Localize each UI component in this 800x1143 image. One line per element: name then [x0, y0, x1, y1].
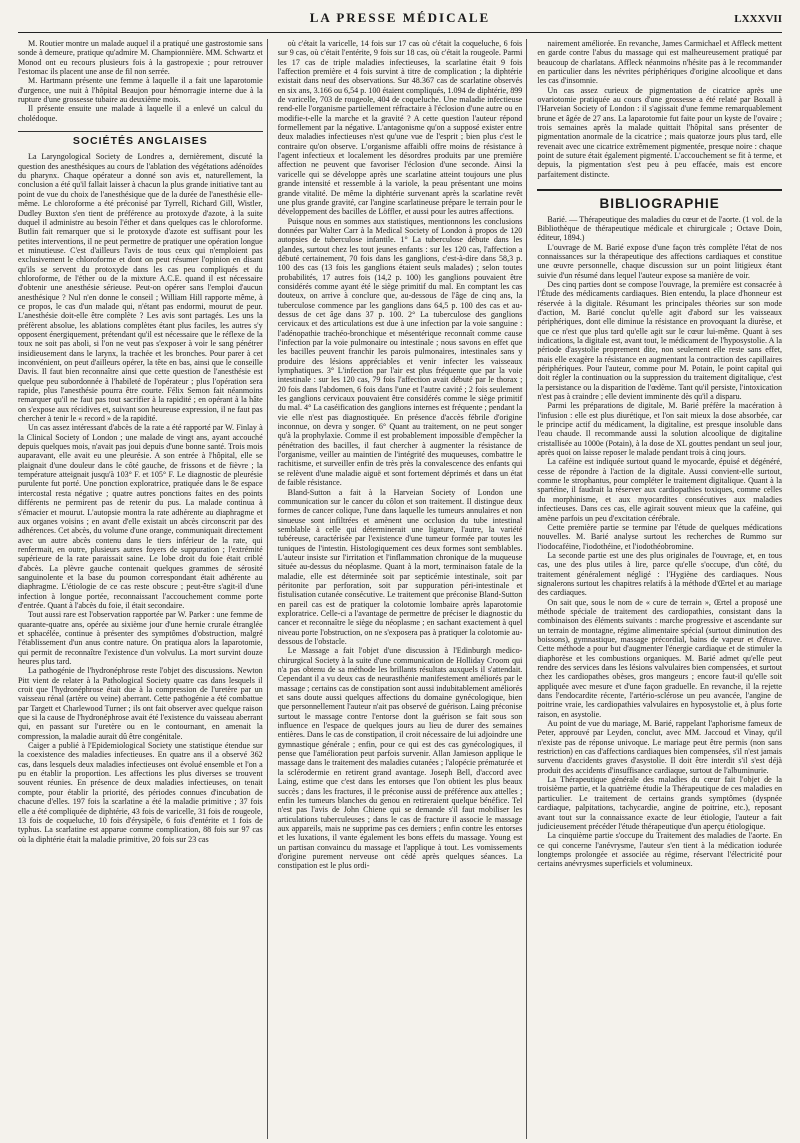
paragraph: La Thérapeutique générale des maladies du cœur fait l'objet de la troisième partie, et la quatrième étudie la Thérapeutique de ces maladies en particulier. Le traitement de certains grands symptômes (dyspnée cardiaque, palpitations, tachycardie, angine de poitrine, etc.), reposant avant tout sur la connaissance exacte de leur étiologie, l'auteur a fait judicieusement précéder l'étude thérapeutique d'un aperçu étiologique. — [537, 775, 782, 831]
paragraph: Puisque nous en sommes aux statistiques, mentionnons les conclusions données par Walter Carr à la Medical Society of London à propos de 120 autopsies de tuberculose infantile. 1° La tuberculose débute dans les glandes, surtout chez les tout jeunes enfants : sur les 120 cas, l'affection a débuté certainement, 70 fois dans les ganglions, c'est-à-dire dans 58,3 p. 100 des cas (13 fois les ganglions étaient seuls malades) ; selon toutes probabilités, 17 autres fois (14,2 p. 100) les ganglions pouvaient être considérés comme ayant été le siège primitif du mal. En comptant les cas douteux, on arrive à conclure que, au-dessous de l'âge de cinq ans, la tuberculose commence par les ganglions dans 64,5 p. 100 des cas et au-dessus de cet âge dans 37 p. 100. 2° La tuberculose des ganglions cervicaux et des articulations est due à une infection par la voie sanguine : l'adénopathie trachéo-bronchique et mésentérique reconnaît comme cause l'infection par la voie pulmonaire ou intestinale ; nous savons en effet que les bacilles peuvent franchir les parois pulmonaires, intestinales sans y produire des lésions appréciables et venir infecter les vaisseaux lymphatiques. 3° L'infection par l'air est plus fréquente que par la voie intestinale : sur les 120 cas, 79 fois l'affection avait débuté par le thorax ; 20 fois dans l'abdomen, 6 fois dans l'une et l'autre cavité ; 2 fois seulement les ganglions cervicaux pouvaient être considérés comme le siège primitif du mal. 4° La caséification des ganglions internes est fréquente ; pendant la vie elle n'est pas diagnostiquée. En présence d'accès fébrile d'origine inconnue, on devra y songer. 6° Quant au traitement, on ne peut songer qu'à la prophylaxie. Comme il est probablement impossible d'empêcher la pénétration des bacilles, il faut chercher à augmenter la résistance de l'organisme, veiller au maintien de l'intégrité des muqueuses, combattre le rachitisme, et surveiller enfin de très près la convalescence des enfants qui se relèvent d'une maladie aiguë et sont fortement déprimés et dans un état de faible résistance. — [277, 216, 523, 488]
text-columns — [18, 39, 782, 1139]
paragraph: La cinquième partie s'occupe du Traitement des maladies de l'aorte. En ce qui concerne l'anévrysme, l'auteur s'en tient à la médication iodurée longtemps prolongée et associée au régime, réservant l'électricité pour certains anévrysmes superficiels et volumineux. — [537, 831, 782, 869]
column-2 — [278, 39, 528, 1139]
paragraph: Bland-Sutton a fait à la Harveian Society of London une communication sur le cancer du côlon et son traitement. Il distingue deux formes de cancer colique, l'une dans laquelle les tumeurs annulaires et non sinueuse sont infiltrées et amènent une occlusion du tube intestinal semblable à celle qui déterminerait une ligature, l'autre, la variété tubéreuse, caractérisée par l'existence d'une tumeur formée par toutes les tuniques de l'intestin. Histologiquement ces deux formes sont semblables. L'auteur insiste sur l'irritation et l'inflammation chronique de la muqueuse située au-dessus du néoplasme. Quant à la mort, terminaison fatale de la maladie, elle est déterminée soit par septicémie intestinale, soit par péritonite par perforation, soit par suppuration péri-intestinale et fistulisation cutanée consécutive. Le traitement que préconise Bland-Sutton en pareil cas est de pratiquer la colotomie lombaire après laparotomie exploratrice. Celle-ci a l'avantage de permettre de préciser le diagnostic du cancer et reconnaître le siège du néoplasme ; en sachant exactement à quel niveau porte l'obstruction, on ne s'exposera pas à pratiquer la colotomie au-dessous de l'obstacle. — [277, 487, 523, 646]
paragraph: La caféine est indiquée surtout quand le myocarde, épuisé et dégénéré, cesse de répondre à l'action de la digitale. Aussi convient-elle surtout, comme le strophantus, pour compléter le traitement digitalique. Quant à la spartéine, il faudrait la réserver aux cardiopathies toxiques, comme celles du morphinisme, et aux myocardites consécutives aux maladies infectieuses. Dans ces cas, elle agirait souvent mieux que la caféine, qui amène parfois un peu d'excitation cérébrale. — [537, 457, 782, 523]
paragraph: Un cas assez curieux de pigmentation de cicatrice après une ovariotomie pratiquée au cours d'une grossesse a été relaté par Boxall à l'Harveian Society of London : il s'agissait d'une femme remarquablement brune et âgée de 27 ans. La laparotomie fut faite pour un kyste de l'ovaire ; trois semaines après la malade quittait l'hôpital sans présenter de pigmentation anormale de la cicatrice ; mais quatorze jours plus tard, elle revenait avec une cicatrice extrêmement pigmentée, presque noire : chaque point de suture était également pigmenté. L'accouchement se fit à terme, et depuis, la pigmentation s'est peu à peu effacée, mais est encore parfaitement distincte. — [537, 85, 782, 179]
paragraph: Barié. — Thérapeutique des maladies du cœur et de l'aorte. (1 vol. de la Bibliothèque de thérapeutique médicale et chirurgicale ; Octave Doin, éditeur, 1894.) — [537, 214, 782, 243]
paragraph: M. Routier montre un malade auquel il a pratiqué une gastrostomie sans sonde à demeure, pratique qu'admire M. Championnière. MM. Schwartz et Monod ont eu recours plusieurs fois à la gastropexie ; pour retrouver l'estomac ils placent une anse de fil non serrée. — [18, 39, 263, 77]
column-1 — [18, 39, 268, 1139]
paragraph: Cette première partie se termine par l'étude de quelques médications nouvelles. M. Barié analyse surtout les recherches de Rummo sur l'iodocaféine, l'iodothéine, et l'iodothéobromine. — [537, 522, 782, 551]
section-heading-bibliographie: BIBLIOGRAPHIE — [537, 189, 782, 208]
paragraph: La pathogénie de l'hydronéphrose reste l'objet des discussions. Newton Pitt vient de relater à la Pathological Society quatre cas dans lesquels il croit que l'hydronéphrose était due à la compression de l'uretère par un vaisseau rénal (artère ou veine) aberrant. Cette pathogénie a été combattue par Targett et Charlewood Turner ; ils ont fait observer avec quelque raison que si la cause de l'hydronéphrose avait été l'existence du vaisseau aberrant qui, en passant sur l'uretère ou en le contournant, en amenait la compression, la maladie aurait dû être congénitale. — [18, 666, 263, 741]
paragraph: On sait que, sous le nom de « cure de terrain », Œrtel a proposé une méthode spéciale de traitement des cardiopathies, consistant dans la combinaison des éléments suivants : marche progressive et ascendante sur un terrain de montagne, régime alimentaire spécial (surtout diminution des boissons), gymnastique, massage précordial, bains de vapeur et d'étuve. Cette méthode a pour but d'augmenter l'énergie cardiaque et de stimuler la diaphorèse et les combustions organiques. M. Barié admet qu'elle peut rendre des services dans les lésions valvulaires bien compensées, et surtout chez les cardiopathes obèses, gros mangeurs ; encore faut-il qu'elle soit appliquée avec mesure et d'une façon graduelle. En revanche, il la rejette dans l'endocardite récente, l'artério-sclérose un peu avancée, l'angine de poitrine vraie, les cardiopathies valvulaires en hyposystolie et, à plus forte raison, en asystolie. — [537, 597, 782, 719]
paragraph: L'ouvrage de M. Barié expose d'une façon très complète l'état de nos connaissances sur la thérapeutique des affections cardiaques et constitue une œuvre personnelle, chaque discussion sur un point litigieux étant suivie d'un résumé dans lequel l'auteur expose sa manière de voir. — [537, 242, 782, 280]
paragraph: La Laryngological Society de Londres a, dernièrement, discuté la question des anesthésiques au cours de l'ablation des végétations adénoïdes du pharynx. Chaque opérateur a donné son avis et, naturellement, la conclusion a été qu'il fallait laisser à chacun la plus grande initiative tant au point de vue du choix de l'anesthésique que de la durée de l'anesthésie elle-même. Le chloroforme a été préconisé par Tyrrell, Richard Gill, Wistler, Dudley Buxton s'en tient de préférence au protoxyde d'azote, à la suite duquel il administre au besoin l'éther et dans quelques cas le chloroforme. Butlin fait remarquer que si le protoxyde d'azote est suffisant pour les petites interventions, il ne peut permettre de pratiquer une opération longue et minutieuse. C'est d'ailleurs l'avis de tous ceux qui n'emploient pas exclusivement le chloroforme et dont on peut résumer l'opinion en disant qu'ils se servent du protoxyde dans les cas peu compliqués et du chloroforme, de l'éther ou de la mixture A.C.E. quand il est nécessaire d'obtenir une anesthésie sérieuse. Peut-on opérer sans l'emploi d'aucun anesthésique ? Nul n'en donne le conseil ; William Hill rapporte même, à ce propos, le cas d'un malade qui, n'étant pas endormi, mourut de peur. L'anesthésie doit-elle être complète ? Les avis sont partagés. Les uns la préfèrent absolue, les ablations complètes étant plus faciles, les autres s'y opposent énergiquement, prétendant qu'il est nécessaire que le réflexe de la toux ne soit pas aboli, si l'on ne veut pas s'exposer à voir le sang pénétrer insidieusement dans le larynx, la trachée et les bronches. Pour parer à cet inconvénient, on peut d'ailleurs opérer, la tête en bas, ainsi que le conseille Davis. Il faut bien reconnaître ainsi que cette question de l'anesthésie est quelque peu subordonnée à l'habileté de l'opérateur ; plus l'opération sera rapide, plus l'anesthésie pourra être courte. Félix Semon fait néanmoins remarquer qu'il ne faut pas tout sacrifier à la rapidité ; en opérant à la hâte on s'expose aux récidives et, suivant son heureuse expression, il ne faut pas chercher à tenir le « record » de la rapidité. — [18, 152, 263, 424]
paragraph: Caiger a publié à l'Epidemiological Society une statistique étendue sur la coexistence des maladies infectieuses. En quatre ans il a observé 362 cas, dans lesquels deux maladies infectieuses ont évolué ensemble et l'on a pu en établir la proportion. Les affections les plus diverses se trouvent souvent réunies. En présence de deux maladies infectieuses, on tenait compte, pour établir la priorité, des périodes connues d'incubation de chacune d'elles. 197 fois la scarlatine a été la maladie primitive ; 37 fois elle a été compliquée de diphtérie, 43 fois de varicelle, 31 fois de rougeole, 13 fois de coqueluche, 10 fois d'érysipèle, 6 fois d'entérite et 1 fois de typhus. La scarlatine est apparue comme complication, 88 fois sur 97 cas où la diphtérie était la maladie primitive, 20 fois sur 23 cas — [18, 741, 263, 844]
running-head — [18, 10, 782, 33]
paragraph: Des cinq parties dont se compose l'ouvrage, la première est consacrée à l'Étude des médicaments cardiaques. Bien entendu, la place d'honneur est réservée à la digitale. Résumant les principales théories sur son mode d'action, M. Barié conclut qu'elle agit d'abord sur les vaisseaux périphériques, dont elle diminue la résistance en provoquant la diurèse, et que ce n'est que plus tard qu'elle agit sur le cœur lui-même. Quant à ses indications, la digitale est, avant tout, le médicament de l'hyposystolie. A la période d'asystolie proprement dite, non seulement elle reste sans effet, mais elle exagère la résistance en augmentant la contraction des capillaires périphériques. Pour l'auteur, comme pour M. Potain, le point capital qui doit régler la continuation ou la suppression du traitement digitalique, c'est la persistance ou la disparition de l'œdème. Tant qu'il persiste, l'intoxication n'est pas à craindre ; elle devient imminente dès qu'il a disparu. — [537, 279, 782, 402]
paragraph: Tout aussi rare est l'observation rapportée par W. Parker : une femme de quarante-quatre ans, opérée au sixième jour d'une hernie crurale étranglée et sphacélée, continue à présenter des symptômes d'obstruction, malgré l'établissement d'un anus contre nature. On pratiqua alors la laparotomie, qui permit de reconnaître l'existence d'un volvulus. La mort survint douze heures plus tard. — [18, 610, 263, 666]
paragraph: Le Massage a fait l'objet d'une discussion à l'Edinburgh medico-chirurgical Society à la suite d'une communication de Holliday Croom qui n'a pas obtenu de sa méthode les brillants résultats auxquels il s'attendait. Cependant il a vu deux cas de neurasthénie manifestement améliorés par le massage ; certains cas de constipation sont aussi indubitablement améliorés et sans doute aussi quelques affections du domaine gynécologique, bien que personnellement l'auteur n'ait pas observé de guérison. Laing préconise surtout le massage contre l'entorse dont la guérison se fait sous son influence en l'espace de quelques jours au lieu de durer des semaines entières. Dans le cas de constipation, il croit nécessaire de lui adjoindre une gymnastique générale ; enfin, pour ce qui est des cas gynécologiques, il pense que l'amélioration peut parfois survenir. Allan Jamieson applique le massage dans le traitement des maladies cutanées ; l'alopécie prématurée et la sclérodermie en retirent grand avantage. Joseph Bell, d'accord avec Laing, estime que c'est dans les entorses que l'on obtient les plus beaux succès ; dans les fractures, il le préconise aussi de préférence aux attelles ; enfin les tumeurs blanches du genou en retireraient quelque bénéfice. Tel n'est pas l'avis de John Chiene qui se demande s'il faut mobiliser les articulations tuberculeuses ; dans le cas de fracture il associe le massage aux appareils, mais ne supprime pas ces derniers ; enfin contre les entorses et les luxations, il vante également les bons effets du massage. Young est un partisan convaincu du massage et l'applique à tout. Les vomissements d'origine purement nerveuse ont cédé après quelques séances. La constipation est le plus ordi- — [277, 646, 523, 871]
paragraph: nairement améliorée. En revanche, James Carmichael et Affleck mettent en garde contre l'abus du massage qui est malheureusement pratiqué par beaucoup de charlatans. Affleck néanmoins n'hésite pas à le recommander en particulier dans les névrites périphériques d'origine alcoolique et dans les cas d'insomnie. — [537, 39, 782, 86]
paragraph: Au point de vue du mariage, M. Barié, rappelant l'aphorisme fameux de Peter, approuvé par Leyden, conclut, avec MM. Jaccoud et Vinay, qu'il n'existe pas de réponse univoque. Le mariage peut être permis (non sans restriction) en cas d'affections cardiaques bien compensées, s'il n'est jamais survenu d'accidents graves d'asystolie. Il doit être interdit s'il s'est déjà produit des accidents d'insuffisance cardiaque, surtout de l'albuminurie. — [537, 719, 782, 775]
section-heading-societes-anglaises: SOCIÉTÉS ANGLAISES — [18, 131, 263, 146]
paragraph: Il présente ensuite une malade à laquelle il a enlevé un calcul du cholédoque. — [18, 104, 263, 123]
paragraph: M. Hartmann présente une femme à laquelle il a fait une laparotomie d'urgence, une nuit à l'hôpital Beaujon pour hémorragie interne due à la rupture d'une grossesse tubaire au deuxième mois. — [18, 76, 263, 105]
paragraph: La seconde partie est une des plus originales de l'ouvrage, et, en tous cas, une des plus utiles à lire, parce qu'elle s'occupe, d'un côté, du traitement généralement négligé : l'Hygiène des cardiaques. Nous signalerons surtout les chapitres relatifs à la méthode d'Œrtel et au mariage des cardiaques. — [537, 550, 782, 598]
column-3 — [537, 39, 782, 1139]
page-number: LXXXVII — [734, 13, 782, 25]
journal-title: LA PRESSE MÉDICALE — [309, 10, 491, 25]
paragraph: Un cas assez intéressant d'abcès de la rate a été rapporté par W. Finlay à la Clinical Society of London ; une malade de vingt ans, ayant accouché depuis quelques mois, n'avait pas joui depuis d'une bonne santé. Trois mois auparavant, elle avait eu une pleurésie. A son entrée à l'hôpital, elle se plaignait d'une douleur dans le côté gauche, de frissons et de fièvre ; la température atteignait jusqu'à 103° F. et 105° F. Le diagnostic de pleurésie purulente fut porté. Une ponction exploratrice, pratiquée dans le 8e espace intercostal resta négative ; quatre autres ponctions faites en des points différents ne permirent pas de retenir du pus. La malade continua à s'émacier et mourut. L'autopsie montra la rate adhérente au diaphragme et aux organes voisins ; en avant d'elle existait un abcès circonscrit par des adhérences. Cet abcès, du volume d'une orange, communiquait directement avec un autre abcès contenu dans le tiers inférieur de la rate, qui renfermait, en outre, plusieurs autres foyers de suppuration ; l'extrémité supérieure de la rate paraissait saine. Le lobe droit du foie était criblé d'abcès. La plèvre gauche contenait quelques grammes de sérosité sanguinolente et la base du poumon correspondant était adhérente au diaphragme. L'étiologie de ce cas reste obscure ; peut-être s'agit-il d'une infection à longue portée, reconnaissant l'accouchement comme porte d'entrée. Quant à l'abcès du foie, il était secondaire. — [18, 423, 263, 610]
paragraph: où c'était la varicelle, 14 fois sur 17 cas où c'était la coqueluche, 6 fois sur 9 cas, où c'était l'entérite, 9 fois sur 18 cas, où c'était la rougeole. Parmi les 17 cas de triple maladies infectieuses, la scarlatine était 9 fois l'affection première et 4 fois survint à titre de complication ; la diphtérie existait dans neuf des observations. Sur 48.367 cas de scarlatine observés en six ans, 3.166 ou 6,54 p. 100 étaient compliqués, 1.094 de diphtérie, 899 de varicelle, 703 de rougeole, 404 de coqueluche. Une maladie infectieuse rend-elle l'organisme partiellement réfractaire à l'éclosion d'une autre ou en modifie-t-elle la marche et la gravité ? A cette question l'auteur répond formellement par la négative. L'antagonisme qu'on a supposé exister entre deux maladies infectieuses n'est qu'une vue de l'esprit ; bien plus c'est le contraire qu'on observe. L'organisme affaibli offre moins de résistance à l'agent infectieux et localement les désordres produits par une première affection ne peuvent que favoriser l'éclosion d'une seconde. Ainsi la varicelle qui se développe après une scarlatine atteint toujours une plus grande intensité et ressemble à la variole, la peau présentant une moins grande vitalité. De même la diphtérie survenant après la scarlatine revêt une plus grande gravité, car l'angine scarlatineuse prépare le terrain pour le développement des bacilles de Löffler, et aussi pour les autres affections. — [277, 39, 523, 217]
paragraph: Parmi les préparations de digitale, M. Barié préfère la macération à l'infusion : elle est plus diurétique, et l'on sait mieux la dose absorbée, car le principe actif du médicament, la digitaline, est presque insoluble dans l'eau chaude. Il recommande aussi la solution alcoolique de digitaline cristallisée au 1000e (Potain), à la dose de XL gouttes pendant un seul jour, après quoi on laisse reposer le malade pendant trois à cinq jours. — [537, 401, 782, 458]
